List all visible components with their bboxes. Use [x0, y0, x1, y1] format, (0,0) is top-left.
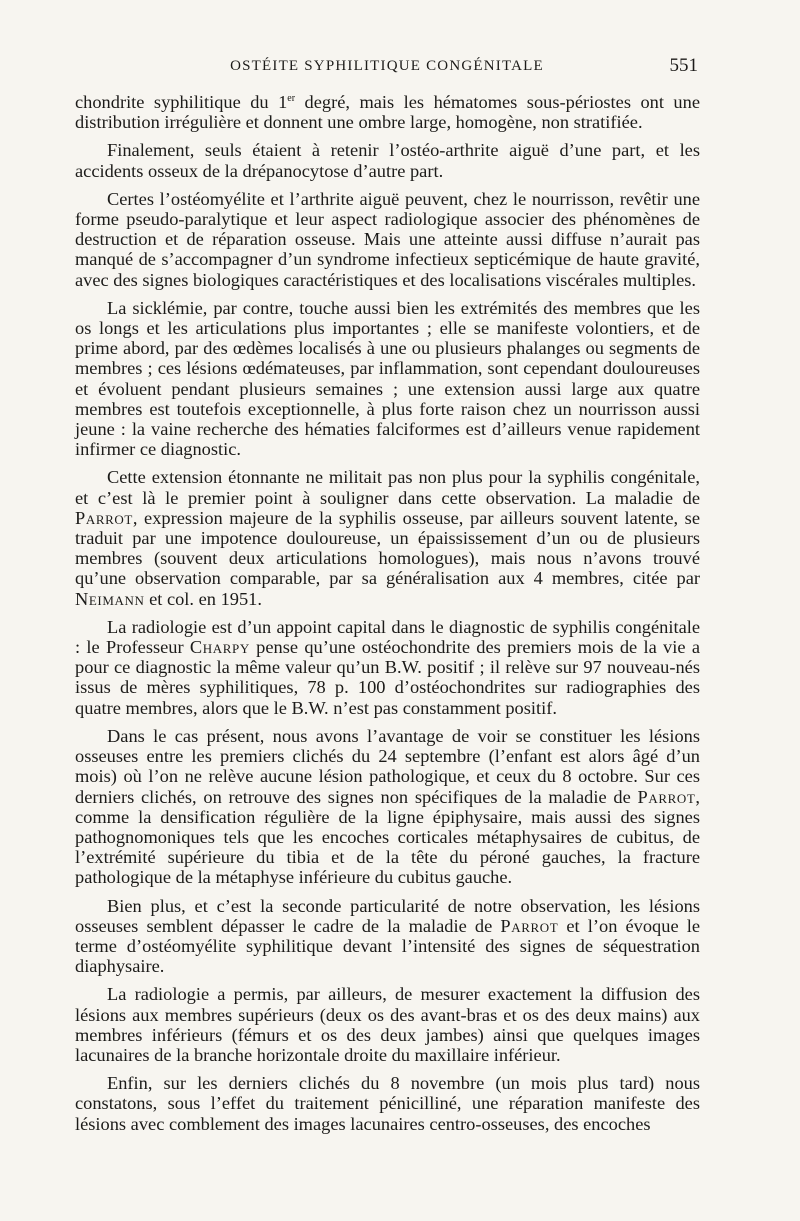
paragraph-5-text-b: , expression majeure de la syphilis osseuse, par ailleurs souvent latente, se traduit par une impotence douloureuse, un épaississement d’un ou de plusieurs membres (souvent deux articulations homologues), mais nous n’avons trouvé qu’une observation comparable, par sa généralisation aux 4 membres, citée par [75, 507, 700, 589]
paragraph-7 [75, 726, 700, 888]
paragraph-6 [75, 617, 700, 718]
running-title: OSTÉITE SYPHILITIQUE CONGÉNITALE [230, 58, 544, 74]
paragraph-1-text-b: degré, mais les hématomes sous-périostes ont une distribution irrégulière et donnent une ombre large, homogène, non stratifiée. [75, 92, 700, 133]
paragraph-1-text-a: chondrite syphilitique du 1 [75, 92, 288, 112]
paragraph-9: La radiologie a permis, par ailleurs, de mesurer exactement la diffusion des lésions aux membres supérieurs (deux os des avant-bras et os des deux mains) aux membres inférieurs (fémurs et os des deux jambes) ainsi que quelques images lacunaires de la branche horizontale droite du maxillaire inférieur. [75, 984, 700, 1065]
page-header [74, 55, 700, 82]
paragraph-8-text-b: et l’on évoque le terme d’ostéomyélite syphilitique devant l’intensité des signes de séquestration diaphysaire. [75, 915, 700, 977]
paragraph-3: Certes l’ostéomyélite et l’arthrite aiguë peuvent, chez le nourrisson, revêtir une forme pseudo-paralytique et leur aspect radiologique associer des phénomènes de destruction et de réparation osseuse. Mais une atteinte aussi diffuse n’aurait pas manqué de s’accompagner d’un syndrome infectieux septicémique de haute gravité, avec des signes biologiques caractéristiques et des localisations viscérales multiples. [75, 188, 700, 290]
author-name-neimann: Neimann [75, 588, 145, 609]
paragraph-4: La sicklémie, par contre, touche aussi bien les extrémités des membres que les os longs et les articulations plus importantes ; elle se manifeste volontiers, et de prime abord, par des œdèmes localisés à une ou plusieurs phalanges ou segments de membres ; ces lésions œdémateuses, par inflammation, sont cependant douloureuses et évoluent pendant plusieurs semaines ; une extension aussi large aux quatre membres est toutefois exceptionnelle, à plus forte raison chez un nourrisson aussi jeune : la vaine recherche des hématies falciformes est d’ailleurs venue rapidement infirmer ce diagnostic. [75, 297, 700, 460]
paragraph-5-text-c: et col. en 1951. [144, 588, 262, 609]
author-name-parrot: Parrot [75, 507, 133, 528]
paragraph-2: Finalement, seuls étaient à retenir l’ostéo-arthrite aiguë d’une part, et les accidents osseux de la drépanocytose d’autre part. [75, 140, 700, 181]
paragraph-6-text-b: pense qu’une ostéochondrite des premiers mois de la vie a pour ce diagnostic la même valeur qu’un B.W. positif ; il relève sur 97 nouveau-nés issus de mères syphilitiques, 78 p. 100 d’ostéochondrites sur radiographies des quatre membres, alors que le B.W. n’est pas constamment positif. [75, 637, 700, 718]
paragraph-5-text-a: Cette extension étonnante ne militait pas non plus pour la syphilis congénitale, et c’est là le premier point à souligner dans cette observation. La maladie de [75, 467, 700, 508]
paragraph-10: Enfin, sur les derniers clichés du 8 novembre (un mois plus tard) nous constatons, sous l’effet du traitement pénicilliné, une réparation manifeste des lésions avec comblement des images lacunaires centro-osseuses, des encoches [75, 1073, 700, 1134]
paragraph-5 [75, 467, 700, 608]
body-text [75, 92, 700, 1142]
paragraph-7-text-b: , comme la densification régulière de la ligne épiphysaire, mais aussi des signes pathognomoniques tels que les encoches corticales métaphysaires de cubitus, de l’extrémité supérieure du tibia et de la tête du péroné gauches, la fracture pathologique de la métaphyse inférieure du cubitus gauche. [75, 786, 700, 888]
paragraph-1 [75, 92, 700, 132]
author-name-parrot: Parrot [500, 915, 559, 936]
paragraph-7-text-a: Dans le cas présent, nous avons l’avantage de voir se constituer les lésions osseuses entre les premiers clichés du 24 septembre (l’enfant est alors âgé d’un mois) où l’on ne relève aucune lésion pathologique, et ceux du 8 octobre. Sur ces derniers clichés, on retrouve des signes non spécifiques de la maladie de [75, 725, 700, 807]
page-number: 551 [669, 55, 698, 76]
paragraph-6-text-a: La radiologie est d’un appoint capital dans le diagnostic de syphilis congénitale : le Professeur [75, 616, 700, 658]
paragraph-8 [75, 896, 700, 977]
paragraph-8-text-a: Bien plus, et c’est la seconde particularité de notre observation, les lésions osseuses semblent dépasser le cadre de la maladie de [75, 895, 700, 936]
author-name-charpy: Charpy [189, 637, 250, 658]
superscript-er: er [287, 92, 296, 104]
author-name-parrot: Parrot [637, 786, 696, 807]
